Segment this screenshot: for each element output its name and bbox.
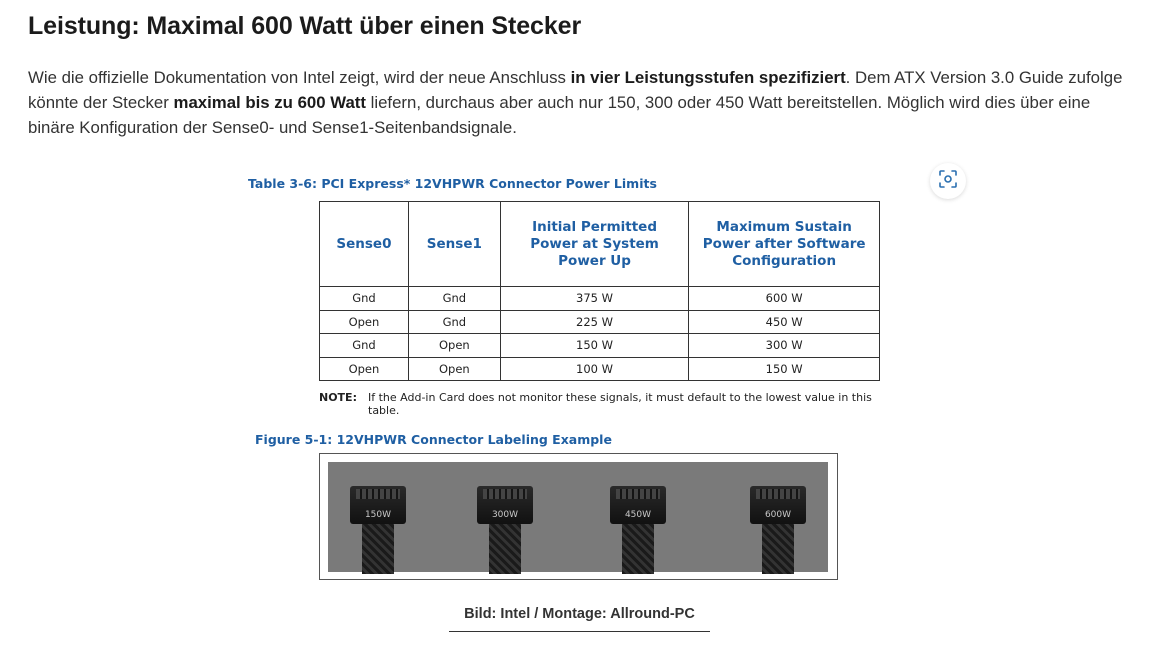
table-cell: 225 W bbox=[500, 310, 689, 334]
image-credit: Bild: Intel / Montage: Allround-PC bbox=[449, 606, 710, 632]
table-caption: Table 3-6: PCI Express* 12VHPWR Connector Power Limits bbox=[248, 176, 657, 191]
table-cell: Open bbox=[320, 310, 409, 334]
table-row bbox=[320, 357, 880, 381]
table-cell: 150 W bbox=[689, 357, 880, 381]
power-limits-table bbox=[319, 201, 880, 381]
table-cell: 600 W bbox=[689, 287, 880, 311]
note-label: NOTE: bbox=[319, 391, 357, 404]
connector-cable bbox=[362, 524, 394, 574]
table-note bbox=[319, 391, 884, 417]
connector-cable bbox=[622, 524, 654, 574]
zoom-expand-icon bbox=[938, 169, 958, 194]
table-cell: 150 W bbox=[500, 334, 689, 358]
connector-label: 150W bbox=[350, 486, 406, 524]
column-header: Sense1 bbox=[408, 202, 500, 287]
connector-cable bbox=[762, 524, 794, 574]
paragraph-bold-2: maximal bis zu 600 Watt bbox=[173, 93, 366, 112]
connector-cable bbox=[489, 524, 521, 574]
table-row bbox=[320, 334, 880, 358]
table-row bbox=[320, 310, 880, 334]
figure-caption: Figure 5-1: 12VHPWR Connector Labeling Example bbox=[255, 432, 612, 447]
table-row bbox=[320, 287, 880, 311]
article-paragraph bbox=[28, 65, 1128, 140]
table-cell: Open bbox=[320, 357, 409, 381]
column-header: Initial Permitted Power at System Power Up bbox=[500, 202, 689, 287]
table-header-row bbox=[320, 202, 880, 287]
column-header: Sense0 bbox=[320, 202, 409, 287]
connector-photo-background bbox=[328, 462, 828, 572]
connector-150w bbox=[350, 486, 406, 574]
connector-label: 300W bbox=[477, 486, 533, 524]
table-cell: Gnd bbox=[408, 287, 500, 311]
zoom-expand-button[interactable] bbox=[930, 163, 966, 199]
table-cell: Open bbox=[408, 334, 500, 358]
connector-label: 450W bbox=[610, 486, 666, 524]
connector-450w bbox=[610, 486, 666, 574]
connector-photo bbox=[319, 453, 838, 580]
connector-300w bbox=[477, 486, 533, 574]
table-cell: Gnd bbox=[320, 287, 409, 311]
note-text: If the Add-in Card does not monitor these signals, it must default to the lowest value in this table. bbox=[368, 391, 872, 417]
paragraph-text-2: . Dem ATX Version 3.0 Guide zufolge könnte der Stecker bbox=[28, 68, 1123, 112]
paragraph-bold-1: in vier Leistungsstufen spezifiziert bbox=[570, 68, 846, 87]
table-cell: 375 W bbox=[500, 287, 689, 311]
table-cell: Gnd bbox=[320, 334, 409, 358]
paragraph-text-3: liefern, durchaus aber auch nur 150, 300 oder 450 Watt bereitstellen. Möglich wird dies über eine binäre Konfiguration der Sense0- und Sense1-Seitenbandsignale. bbox=[28, 93, 1091, 137]
column-header: Maximum Sustain Power after Software Configuration bbox=[689, 202, 880, 287]
table-cell: 300 W bbox=[689, 334, 880, 358]
article-heading: Leistung: Maximal 600 Watt über einen Stecker bbox=[28, 12, 582, 40]
article-figure[interactable] bbox=[240, 170, 900, 590]
table-cell: 450 W bbox=[689, 310, 880, 334]
table-cell: Open bbox=[408, 357, 500, 381]
paragraph-text-1: Wie die offizielle Dokumentation von Intel zeigt, wird der neue Anschluss bbox=[28, 68, 571, 87]
connector-600w bbox=[750, 486, 806, 574]
connector-label: 600W bbox=[750, 486, 806, 524]
table-cell: 100 W bbox=[500, 357, 689, 381]
table-cell: Gnd bbox=[408, 310, 500, 334]
